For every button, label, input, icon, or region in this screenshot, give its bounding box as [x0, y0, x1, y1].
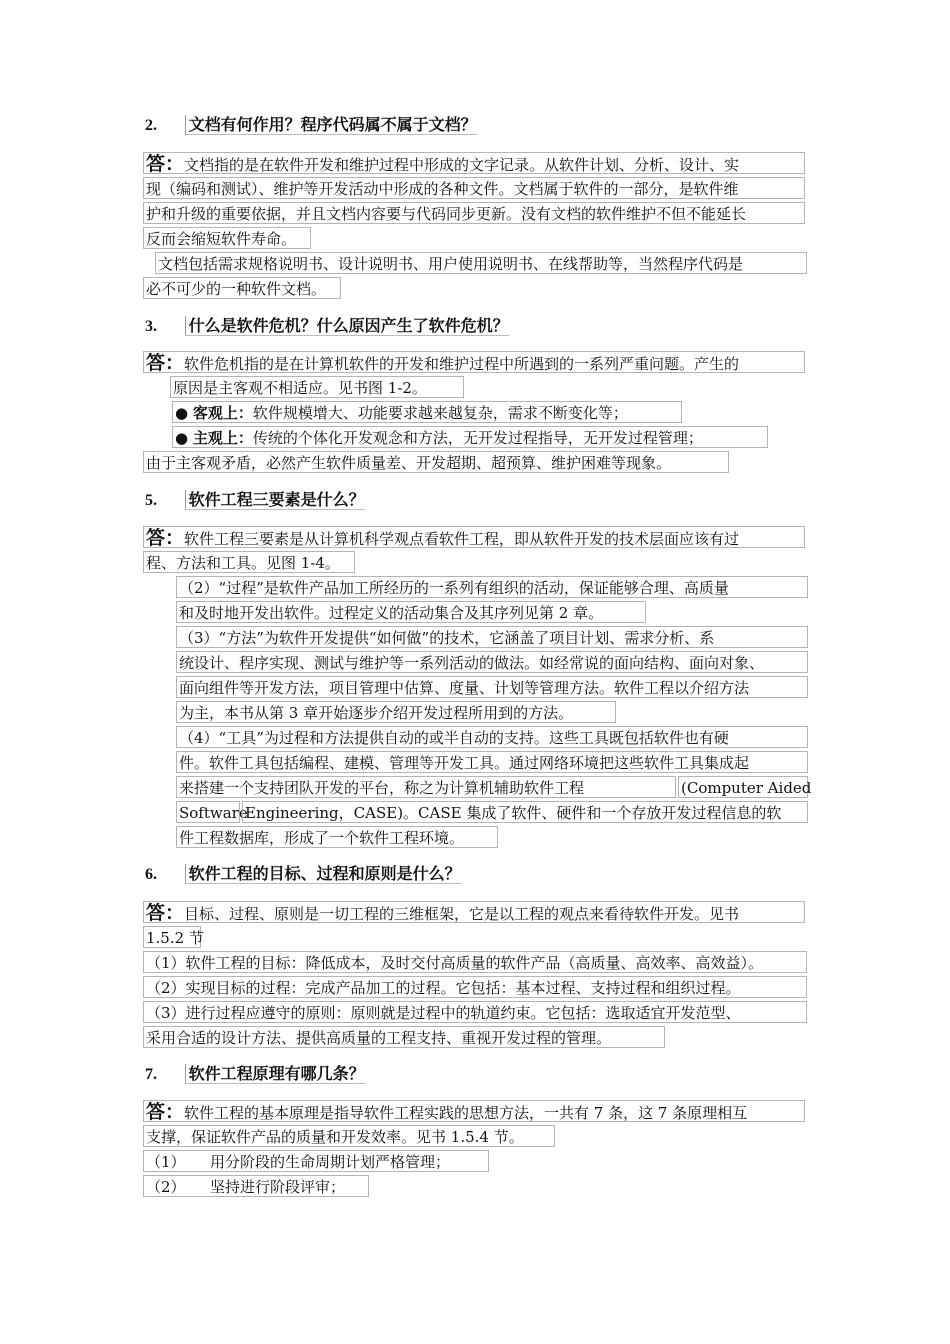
answer-line: 文档包括需求规格说明书、设计说明书、用户使用说明书、在线帮助等，当然程序代码是: [155, 252, 807, 274]
answer-line: 护和升级的重要依据，并且文档内容要与代码同步更新。没有文档的软件维护不但不能延长: [143, 202, 805, 224]
answer-line: 原因是主客观不相适应。见书图 1-2。: [170, 376, 464, 398]
bullet-item: ● 客观上：软件规模增大、功能要求越来越复杂，需求不断变化等；: [172, 401, 682, 423]
answer-line: （3）进行过程应遵守的原则：原则就是过程中的轨道约束。它包括：选取适宜开发范型、: [143, 1001, 807, 1023]
answer-line: 答：软件危机指的是在计算机软件的开发和维护过程中所遇到的一系列严重问题。产生的: [143, 351, 805, 373]
question-2-heading: [145, 114, 477, 136]
answer-line: (Computer Aided: [678, 776, 808, 798]
bullet-icon: ●: [175, 404, 189, 422]
answer-line: 程、方法和工具。见图 1-4。: [143, 551, 355, 573]
answer-line: 答：目标、过程、原则是一切工程的三维框架，它是以工程的观点来看待软件开发。见书: [143, 901, 805, 923]
answer-label: 答：: [146, 352, 185, 374]
answer-line: 现（编码和测试）、维护等开发活动中形成的各种文件。文档属于软件的一部分，是软件维: [143, 177, 805, 199]
question-number: 7.: [145, 1066, 157, 1083]
answer-line: （1）软件工程的目标：降低成本，及时交付高质量的软件产品（高质量、高效率、高效益）。: [143, 951, 807, 973]
answer-label: 答：: [146, 1101, 185, 1123]
question-title: 什么是软件危机？什么原因产生了软件危机？: [185, 316, 509, 336]
question-3-heading: [145, 315, 509, 337]
answer-line: 必不可少的一种软件文档。: [143, 277, 341, 299]
bullet-item: ● 主观上：传统的个体化开发观念和方法，无开发过程指导，无开发过程管理；: [172, 426, 768, 448]
answer-line: Software: [176, 801, 240, 823]
answer-label: 答：: [146, 153, 185, 175]
list-item: （1） 用分阶段的生命周期计划严格管理；: [143, 1150, 489, 1172]
answer-line: （3）“方法”为软件开发提供“如何做”的技术，它涵盖了项目计划、需求分析、系: [176, 626, 808, 648]
answer-line: 答：文档指的是在软件开发和维护过程中形成的文字记录。从软件计划、分析、设计、实: [143, 152, 805, 174]
answer-line: 和及时地开发出软件。过程定义的活动集合及其序列见第 2 章。: [176, 601, 646, 623]
question-number: 6.: [145, 866, 157, 883]
answer-line: 件。软件工具包括编程、建模、管理等开发工具。通过网络环境把这些软件工具集成起: [176, 751, 808, 773]
answer-line: 采用合适的设计方法、提供高质量的工程支持、重视开发过程的管理。: [143, 1026, 665, 1048]
answer-line: （2）实现目标的过程：完成产品加工的过程。它包括：基本过程、支持过程和组织过程。: [143, 976, 807, 998]
bullet-icon: ●: [175, 429, 189, 447]
question-7-heading: [145, 1063, 365, 1085]
question-number: 2.: [145, 117, 157, 134]
answer-label: 答：: [146, 527, 185, 549]
answer-line: 答：软件工程的基本原理是指导软件工程实践的思想方法，一共有 7 条，这 7 条原理相互: [143, 1100, 805, 1122]
question-5-heading: [145, 489, 365, 511]
answer-line: Engineering，CASE)。CASE 集成了软件、硬件和一个存放开发过程信息的软: [242, 801, 808, 823]
question-6-heading: [145, 863, 461, 885]
list-item: （2） 坚持进行阶段评审；: [143, 1175, 369, 1197]
question-title: 文档有何作用？程序代码属不属于文档？: [185, 115, 477, 135]
answer-label: 答：: [146, 902, 185, 924]
answer-line: 由于主客观矛盾，必然产生软件质量差、开发超期、超预算、维护困难等现象。: [143, 451, 729, 473]
answer-line: 来搭建一个支持团队开发的平台，称之为计算机辅助软件工程: [176, 776, 676, 798]
answer-line: 统设计、程序实现、测试与维护等一系列活动的做法。如经常说的面向结构、面向对象、: [176, 651, 808, 673]
answer-line: 支撑，保证软件产品的质量和开发效率。见书 1.5.4 节。: [143, 1125, 555, 1147]
question-number: 5.: [145, 492, 157, 509]
answer-line: 1.5.2 节: [143, 926, 201, 948]
answer-line: 为主，本书从第 3 章开始逐步介绍开发过程所用到的方法。: [176, 701, 616, 723]
answer-line: 面向组件等开发方法，项目管理中估算、度量、计划等管理方法。软件工程以介绍方法: [176, 676, 808, 698]
answer-line: （2）“过程”是软件产品加工所经历的一系列有组织的活动，保证能够合理、高质量: [176, 576, 808, 598]
answer-line: 答：软件工程三要素是从计算机科学观点看软件工程，即从软件开发的技术层面应该有过: [143, 526, 805, 548]
question-title: 软件工程的目标、过程和原则是什么？: [185, 864, 461, 884]
answer-line: 反而会缩短软件寿命。: [143, 227, 311, 249]
answer-line: （4）“工具”为过程和方法提供自动的或半自动的支持。这些工具既包括软件也有硬: [176, 726, 808, 748]
question-title: 软件工程原理有哪几条？: [185, 1064, 365, 1084]
question-number: 3.: [145, 318, 157, 335]
answer-line: 件工程数据库，形成了一个软件工程环境。: [176, 826, 498, 848]
question-title: 软件工程三要素是什么？: [185, 490, 365, 510]
